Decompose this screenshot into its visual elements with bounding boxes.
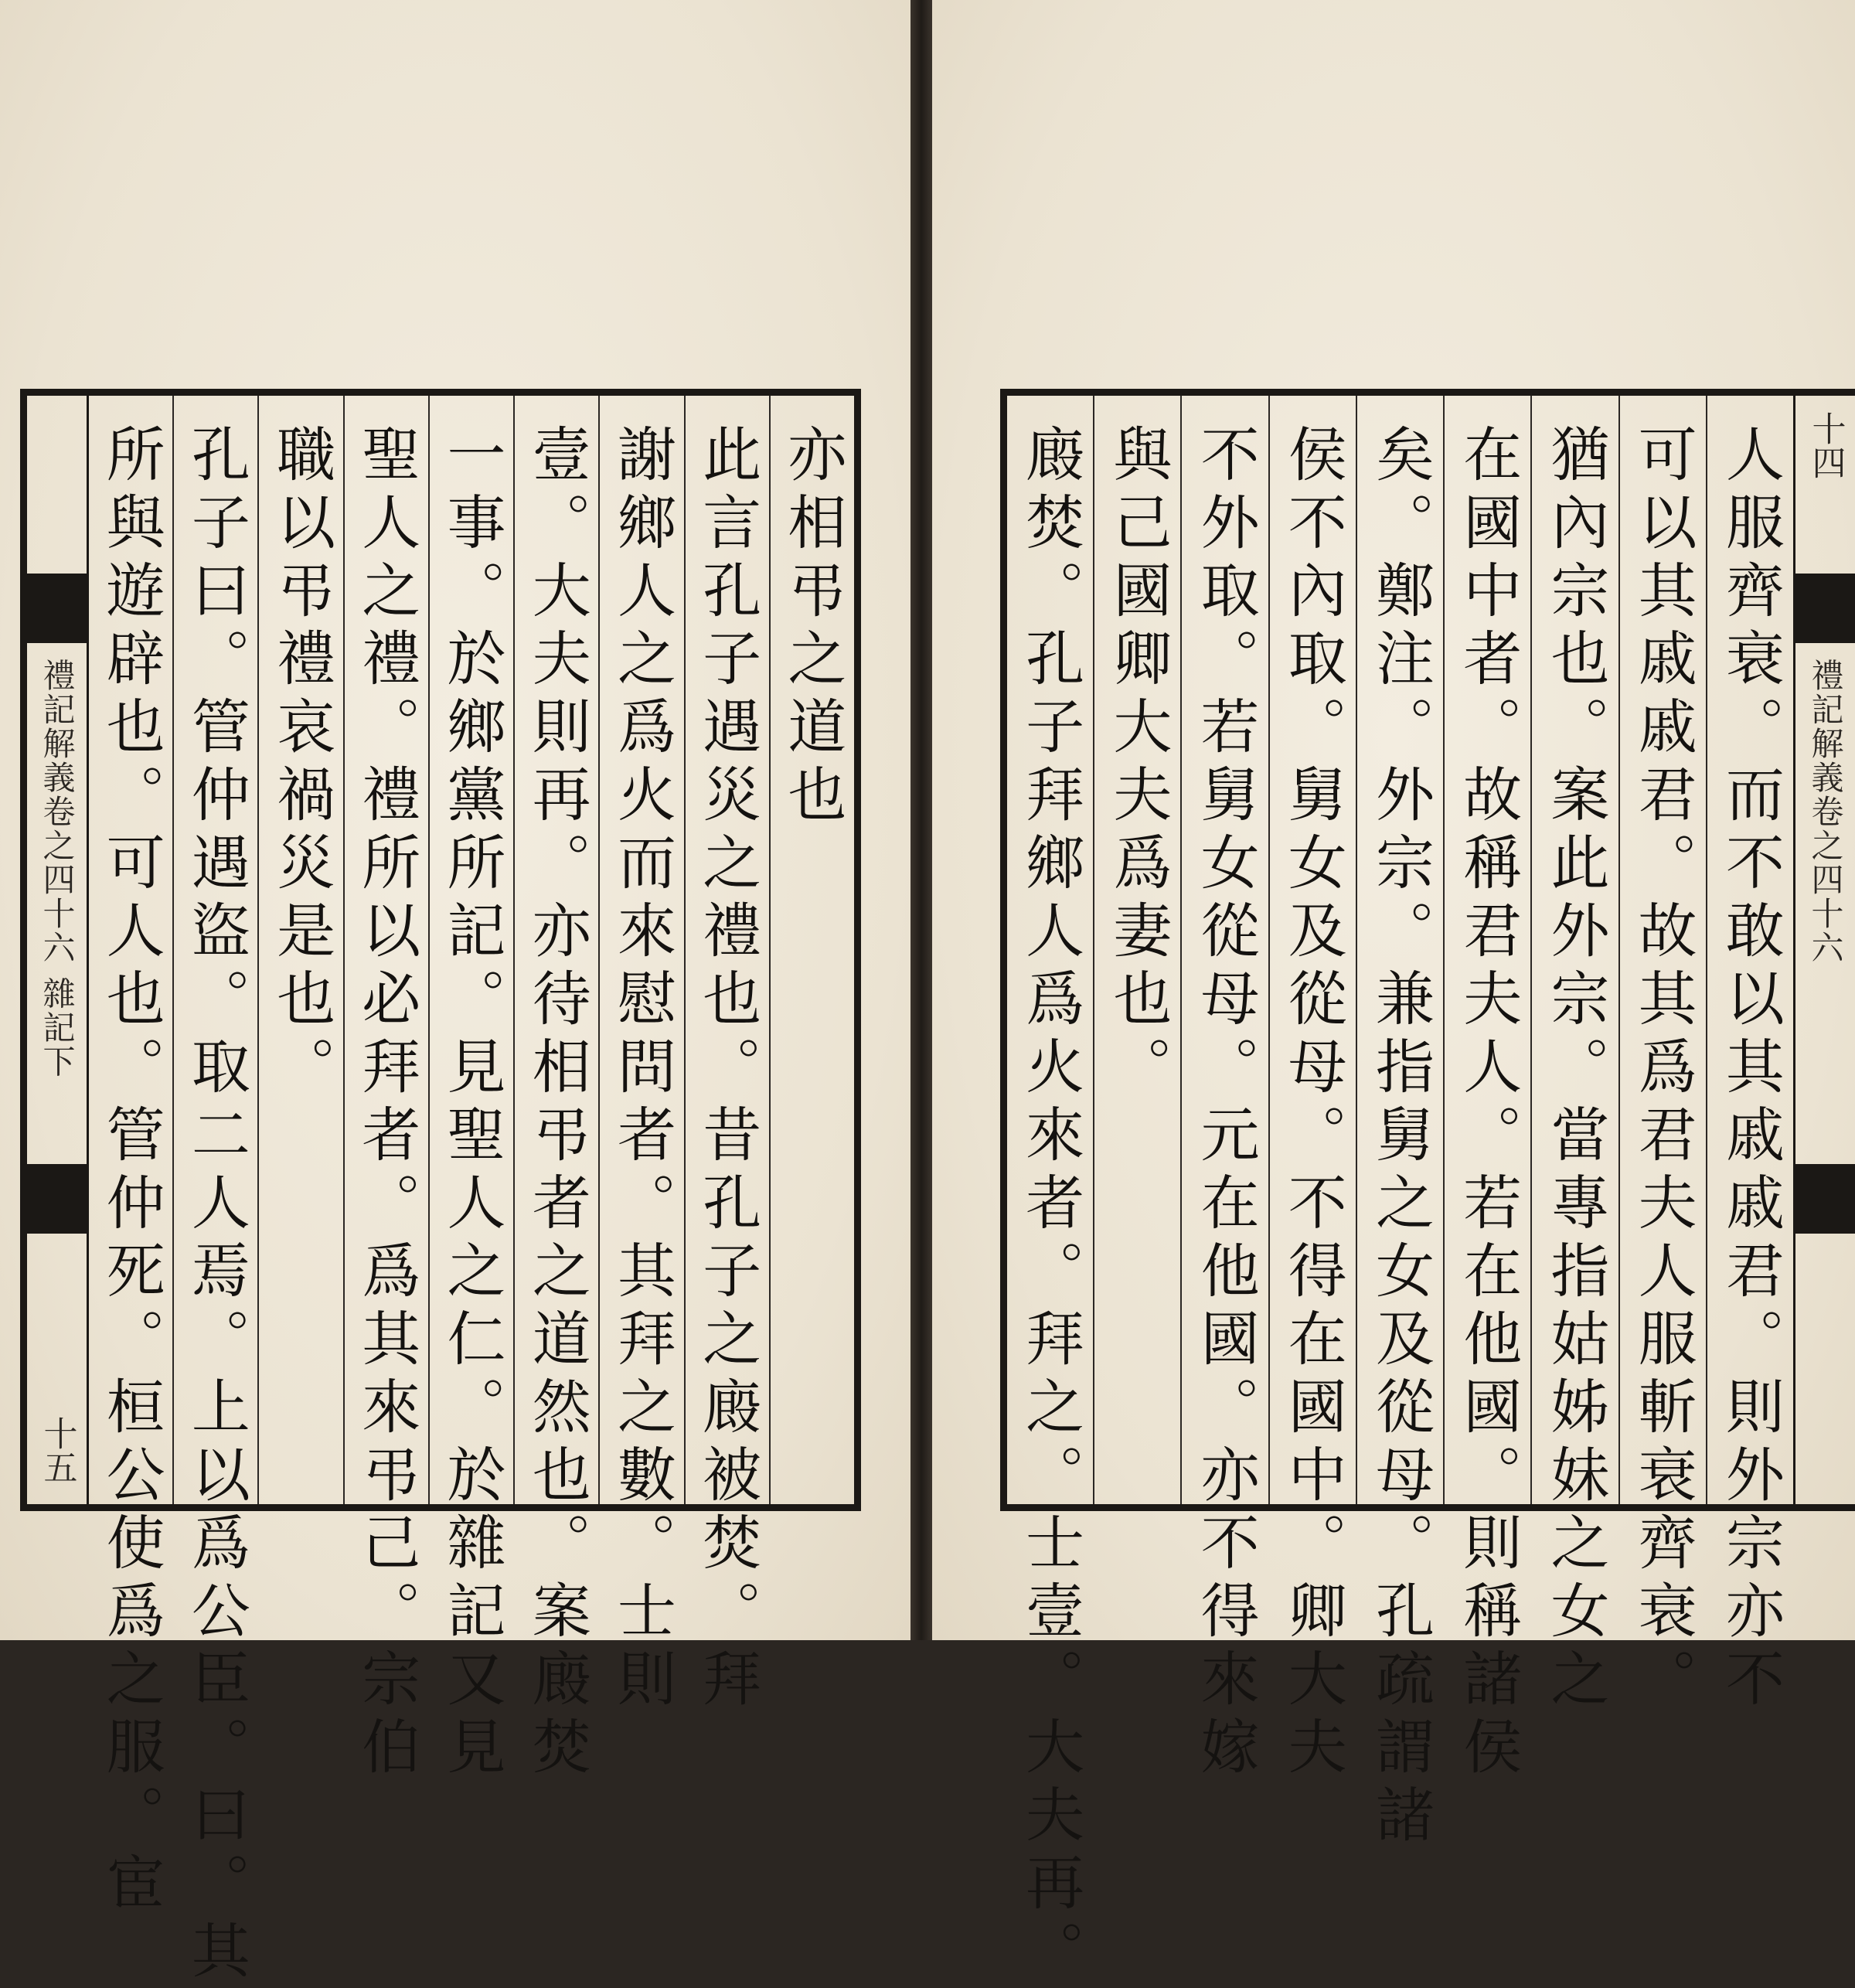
text-column-content: 猶內宗也。案此外宗。當專指姑姊妹之女之	[1540, 424, 1610, 1716]
text-column-content: 廄焚。孔子拜鄉人爲火來者。拜之。士壹。大夫再。	[1016, 424, 1085, 1988]
text-column	[172, 396, 257, 1988]
text-column	[769, 396, 854, 1504]
text-column	[1268, 396, 1356, 1784]
fishtail-mark-top	[27, 574, 87, 643]
text-column	[598, 396, 683, 1716]
text-column-content: 在國中者。故稱君夫人。若在他國。則稱諸侯	[1453, 424, 1523, 1784]
left-page-folio-number: 十五	[37, 1416, 77, 1484]
right-page-margin-title: 禮記解義卷之四十六	[1806, 659, 1845, 965]
left-page-margin-column	[27, 396, 89, 1504]
text-column	[513, 396, 598, 1784]
text-column	[1007, 396, 1093, 1988]
text-column-content: 謝鄉人之爲火而來慰問者。其拜之數。士則	[608, 424, 677, 1716]
text-column	[1443, 396, 1530, 1784]
text-column	[1093, 396, 1180, 1504]
text-column	[684, 396, 769, 1716]
fishtail-mark-bottom	[27, 1164, 87, 1234]
text-column-content: 一事。於鄉黨所記。見聖人之仁。於雜記又見	[437, 424, 507, 1784]
text-column-content: 職以弔禮哀禍災是也。	[267, 424, 336, 1104]
text-column-content: 人服齊衰。而不敢以其戚戚君。則外宗亦不	[1716, 424, 1785, 1716]
left-page-text-columns	[89, 396, 854, 1988]
left-page-frame	[20, 389, 861, 1988]
fishtail-mark-bottom	[1795, 1164, 1855, 1234]
fishtail-mark-top	[1795, 574, 1855, 643]
text-column-content: 與己國卿大夫爲妻也。	[1103, 424, 1173, 1104]
text-column-content: 不外取。若舅女從母。元在他國。亦不得來嫁	[1191, 424, 1261, 1784]
text-column-content: 所與遊辟也。可人也。管仲死。桓公使爲之服。宦	[97, 424, 166, 1920]
text-column	[89, 396, 172, 1920]
right-page-frame	[1000, 389, 1855, 1988]
right-page	[932, 0, 1855, 1988]
text-column-content: 壹。大夫則再。亦待相弔者之道然也。案廄焚	[522, 424, 592, 1784]
text-column-content: 亦相弔之道也	[778, 424, 847, 832]
text-column-content: 矣。鄭注。外宗。兼指舅之女及從母。孔疏謂諸	[1366, 424, 1435, 1852]
text-column-content: 侯不內取。舅女及從母。不得在國中。卿大夫	[1278, 424, 1348, 1784]
text-column	[1180, 396, 1268, 1784]
left-page-margin-title: 禮記解義卷之四十六 雜記下	[38, 659, 77, 1079]
text-column	[1618, 396, 1706, 1716]
text-column	[257, 396, 342, 1504]
book-gutter	[910, 0, 932, 1640]
left-page	[0, 0, 910, 1988]
text-column-content: 可以其戚戚君。故其爲君夫人服斬衰齊衰。	[1629, 424, 1698, 1716]
text-column	[1356, 396, 1443, 1852]
text-column-content: 此言孔子遇災之禮也。昔孔子之廄被焚。拜	[693, 424, 762, 1716]
text-column-content: 聖人之禮。禮所以必拜者。爲其來弔己。宗伯	[352, 424, 421, 1784]
text-column	[1530, 396, 1618, 1716]
text-column	[428, 396, 513, 1784]
right-page-margin-column	[1793, 396, 1855, 1504]
text-column-content: 孔子曰。管仲遇盜。取二人焉。上以爲公臣。曰。其	[182, 424, 251, 1988]
right-page-text-columns	[1007, 396, 1793, 1988]
right-page-folio-number: 十四	[1806, 411, 1846, 479]
text-column	[343, 396, 428, 1784]
text-column	[1706, 396, 1793, 1716]
